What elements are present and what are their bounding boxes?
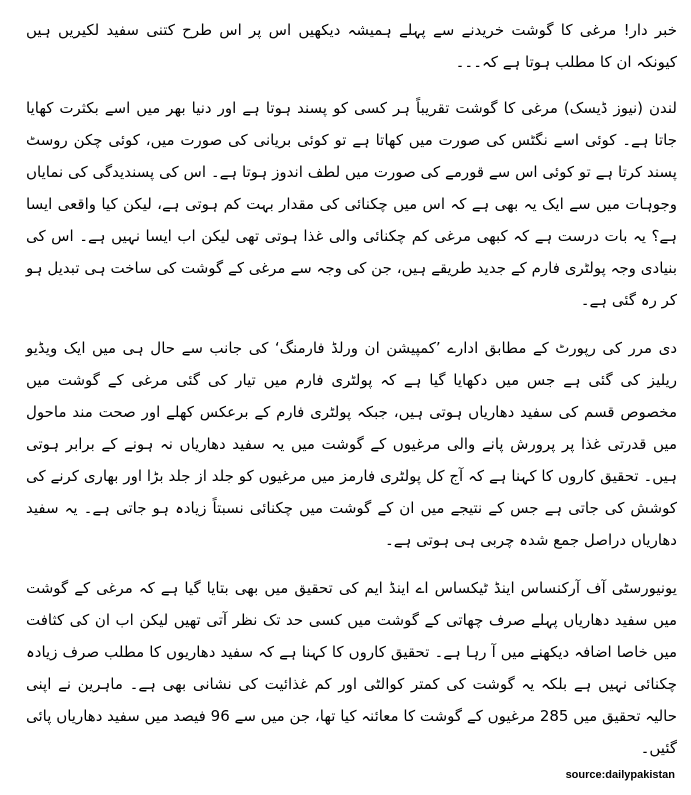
article-paragraph-report: دی مرر کی رپورٹ کے مطابق ادارے ’کمپیشن ان ورلڈ فارمنگ‘ کی جانب سے حال ہی میں ایک ویڈیو ریلیز کی گئی ہے جس میں دکھایا گیا ہے کہ پولٹری فارم میں تیار کی گئی مرغی کے گوشت میں مخصوص قسم کی سفید دھاریاں ہوتی ہیں، جبکہ پولٹری فارم کے برعکس کھلے اور صحت مند ماحول میں قدرتی غذا پر پرورش پانے والی مرغیوں کے گوشت میں یہ سفید دھاریاں نہ ہونے کے برابر ہوتی ہیں۔ تحقیق کاروں کا کہنا ہے کہ آج کل پولٹری فارمز میں مرغیوں کو جلد از جلد بڑا اور بھاری کرنے کی کوشش کی جاتی ہے جس کے نتیجے میں ان کے گوشت میں چکنائی نسبتاً زیادہ ہو جاتی ہے۔ یہ سفید دھاریاں دراصل جمع شدہ چربی ہی ہوتی ہے۔	[26, 339, 677, 549]
article-paragraph-intro: لندن (نیوز ڈیسک) مرغی کا گوشت تقریباً ہر کسی کو پسند ہوتا ہے اور دنیا بھر میں اسے بکثرت کھایا جاتا ہے۔ کوئی اسے نگٹس کی صورت میں کھاتا ہے تو کوئی بریانی کی صورت میں، کوئی چکن روسٹ پسند کرتا ہے تو کوئی اس سے قورمے کی صورت میں لطف اندوز ہوتا ہے۔ اس کی پسندیدگی کی نمایاں وجوہات میں سے ایک یہ بھی ہے کہ اس میں چکنائی کی مقدار بہت کم ہوتی ہے، لیکن کیا واقعی ایسا ہے؟ یہ بات درست ہے کہ کبھی مرغی کم چکنائی والی غذا ہوتی تھی لیکن اب ایسا نہیں ہے۔ اس کی بنیادی وجہ پولٹری فارم کے جدید طریقے ہیں، جن کی وجہ سے مرغی کے گوشت کی ساخت ہی تبدیل ہو کر رہ گئی ہے۔	[26, 99, 677, 309]
article-paragraph-research: یونیورسٹی آف آرکنساس اینڈ ٹیکساس اے اینڈ ایم کی تحقیق میں بھی بتایا گیا ہے کہ مرغی کے گوشت میں سفید دھاریاں پہلے صرف چھاتی کے گوشت میں کسی حد تک نظر آتی تھیں لیکن اب ان کی کثافت میں خاصا اضافہ دیکھنے میں آ رہا ہے۔ تحقیق کاروں کا کہنا ہے کہ سفید دھاریوں کا مطلب صرف زیادہ چکنائی نہیں ہے بلکہ یہ گوشت کی کمتر کوالٹی اور کم غذائیت کی نشانی بھی ہے۔ ماہرین نے اپنی حالیہ تحقیق میں 285 مرغیوں کے گوشت کا معائنہ کیا تھا، جن میں سے 96 فیصد میں سفید دھاریاں پائی گئیں۔	[26, 579, 678, 757]
article-headline-paragraph: خبر دار! مرغی کا گوشت خریدنے سے پہلے ہمیشہ دیکھیں اس پر اس طرح کتنی سفید لکیریں ہیں کیونکہ ان کا مطلب ہوتا ہے کہ۔۔۔	[26, 21, 677, 71]
article-body	[26, 14, 677, 780]
source-credit: source:dailypakistan	[565, 769, 675, 781]
